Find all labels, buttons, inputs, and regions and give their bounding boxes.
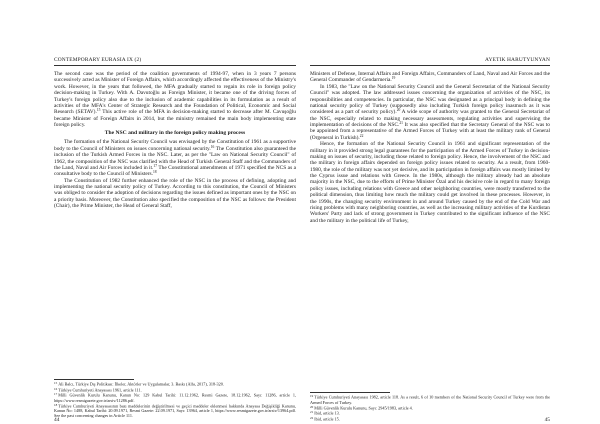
left-page [54,0,296,424]
footnote: $^{21}$Ibid, article 13. [310,410,340,416]
footnote-ref: 20 [396,108,401,113]
right-page [310,0,550,424]
right-footnote-rule [310,392,390,393]
footnote-ref: 16 [210,144,215,149]
right-header-rule [310,65,550,66]
section-title: The NSC and military in the foreign policy making process [104,130,246,137]
right-body-text [310,71,550,224]
right-page-number: 45 [544,417,550,423]
left-footnotes [54,381,296,418]
footnote-ref: 19 [391,76,396,81]
footnote: $^{16}$Türkiye Cumhuriyeti Anayasası 1961, article 111. [54,386,142,393]
footnote-ref: 15 [96,108,101,113]
footnote-ref: 18 [152,170,157,175]
right-paragraph-1: Ministers of Defense, Internal Affairs and Foreign Affairs, Commanders of Land, Naval and Air Forces and the General Commander of Gendarmeria.$^{19}$ [310,71,550,84]
footnote-ref: 21 [399,121,403,125]
left-page-number: 44 [54,417,60,423]
footnote: $^{15}$Ali Balcı, Türkiye Dış Politikası: İlkeler, Aktörler ve Uygulamalar, 3. Baskı (Alfa, 2017), 318-320. [54,381,224,387]
right-running-head-text: AYETIK HARUTYUNYAN [485,57,550,63]
left-footnote-rule [54,379,134,380]
footnote: $^{20}$Milli Güvenlik Kurulu Kanunu, Sayı: 2945/1983, article 4. [310,404,413,411]
left-running-head-text: CONTEMPORARY EURASIA IX (2) [54,57,142,63]
right-footnotes [310,394,550,421]
footnote: $^{18}$Türkiye Cumhuriyeti Anayasasının bazı maddelerinin değiştirilmesi ve geçici maddeler eklenmesi hakkında Anayasa Değişikliği Kanunu, Kanun No: 1488, Kabul Tarihi: 20.09.1971, Resmi Gazete: 22.09.1971, Sayı: 13964, article 1, https://www.resmigazete.gov.tr/arsiv/13964.pdf. See the past concerning changes in Article 111. [54,402,296,419]
footnote-ref: 17 [153,163,157,168]
footnote: $^{19}$Türkiye Cumhuriyeti Anayasası 1982, article 118. As a result, 6 of 10 members of the National Security Council of Turkey were from the Armed Forces of Turkey. [310,394,550,405]
right-paragraph-2: In 1983, the "Law on the National Security Council and the General Secretariat of the National Security Council" was adopted. The law addressed issues concerning the organization of activities of the NSC, its responsibilities and competencies. In particular, the NSC was designated as a principal body in defining the national security policy of Turkey (supposedly also including Turkish foreign policy inasmuch as it was considered as a part of security policy).$^{20}$ A wide scope of authority was granted to the General Secretariat of the NSC, especially related to making necessary assessments, regulating activities and supervising the implementation of decisions of the NSC.$^{21}$ It was also specified that the Secretary General of the NSC was to be appointed from a representative of the Armed Forces of Turkey with at least the military rank of General (Orgeneral in Turkish).$^{22}$ [310,83,550,141]
left-header-rule [54,65,296,66]
left-paragraph-2: The formation of the National Security Council was envisaged by the Constitution of 1961 as a supportive body to the Council of Ministers on issues concerning national security.$^{16}$ The Constitution also guaranteed the inclusion of the Turkish Armed Forces in the NSC. Later, as per the "Law on National Security Council" of 1962, the composition of the NSC was clarified with the Head of Turkish General Staff and the Commanders of the Land, Naval and Air Forces included in it.$^{17}$ The Constitutional amendments of 1971 specified the NCS as a consultative body to the Council of Ministers.$^{18}$ [54,139,297,178]
footnote-ref: 22 [359,133,364,138]
footnote: $^{22}$Ibid, article 15. [310,415,340,422]
left-paragraph-1: The second case was the period of the coalition governments of 1994-97, when in 3 years 7 persons successively acted as Minister of Foreign Affairs, which accordingly affected the effectiveness of the Ministry's work. However, in the years that followed, the MFA gradually started to regain its role in foreign policy decision-making in Turkey. With A. Davutoğlu as Foreign Minister, it became one of the driving forces of Turkey's foreign policy also due to the inclusion of academic capabilities in its formulation as a result of activities of the MFA's Center of Strategic Research and the Foundation of Political, Economic and Social Research (SETAV).$^{15}$ This active role of the MFA in decision-making started to decrease after M. Cavuşoğlu became Minister of Foreign Affairs in 2014, but the ministry remained the main body implementing state foreign policy. [54,71,296,128]
left-body-text [54,71,296,210]
left-paragraph-3: The Constitution of 1982 further enhanced the role of the NSC in the process of defining, adopting and implementing the national security policy of Turkey. According to this constitution, the Council of Ministers was obliged to consider the adoption of decisions regarding the issues defined as important ones by the NSC on a priority basis. Moreover, the Constitution also specified the composition of the NSC as follows: the President (Chair), the Prime Minister, the Head of General Staff, [54,177,296,210]
footnote: $^{17}$Milli Güvenlik Kurulu Kanunu, Kanun No: 129 Kabul Tarihi: 11.12.1962, Resmi Gazete, 18.12.1962, Sayı: 11286, article 1, https://www.resmigazete.gov.tr/arsiv/11286.pdf. [54,392,296,403]
right-paragraph-3: Hence, the formation of the National Security Council in 1961 and significant representation of the military in it provided strong legal guarantees for the participation of the Armed Forces of Turkey in decision-making on issues of security, including those related to foreign policy. Hence, the involvement of the NSC and the military in foreign affairs depended on foreign policy issues related to security. As a result, from 1960-1980, the role of the military was not yet decisive, and its participation in foreign affairs was mostly limited by the Cyprus issue and relations with Greece. In the 1980s, although the military already had an absolute majority in the NSC, due to the efforts of Prime Minister Özal and his decisive role in regard to many foreign policy issues, including relations with Greece and other neighboring countries, were mostly transferred to the political dimension, thus limiting how much the military could get involved in these processes. However, in the 1990s, the changing security environment in and around Turkey caused by the end of the Cold War and rising problems with many neighboring countries, as well as the increasing military activities of the Kurdistan Workers' Party and lack of strong government in Turkey contributed to the significant influence of the NSC and the military in the political life of Turkey, [310,141,550,224]
